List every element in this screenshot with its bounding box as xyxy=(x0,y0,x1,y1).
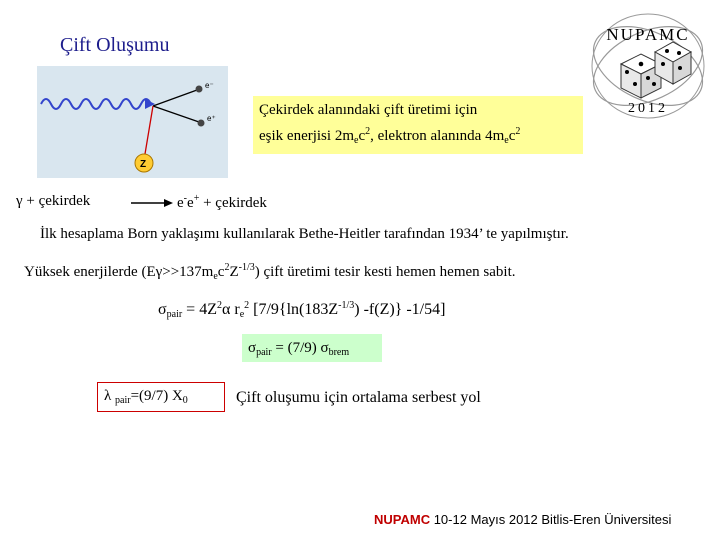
nucleus-link xyxy=(145,106,153,154)
footer-brand: NUPAMC xyxy=(374,512,431,527)
electron-track xyxy=(153,90,197,106)
callout-text: c xyxy=(358,128,366,144)
sigma-pair-formula xyxy=(158,300,445,320)
f-sub: pair xyxy=(166,309,183,320)
l-sub: pair xyxy=(115,395,131,406)
logo-svg xyxy=(583,6,713,126)
callout-text: c xyxy=(508,128,516,144)
reaction-left: γ + çekirdek xyxy=(16,193,91,209)
l-text: λ xyxy=(104,388,116,404)
electron-dot xyxy=(196,86,203,93)
callout-text: eşik enerjisi 2m xyxy=(259,128,354,144)
he-text: c xyxy=(217,264,225,280)
reaction-text: e xyxy=(177,195,184,211)
reaction-sup: + xyxy=(193,193,200,204)
reaction-sup: - xyxy=(183,193,188,204)
b-text: σ xyxy=(248,340,257,356)
l-text: =(9/7) X xyxy=(130,388,183,404)
b-sub: brem xyxy=(328,347,350,358)
he-text: Yüksek enerjilerde (Eγ>>137m xyxy=(24,264,214,280)
mean-free-path-text: Çift oluşumu için ortalama serbest yol xyxy=(236,389,481,406)
positron-label: e⁺ xyxy=(207,114,216,123)
he-sub: e xyxy=(213,271,218,282)
photon-wave xyxy=(41,99,151,109)
nucleus-label: Z xyxy=(140,159,147,170)
reaction-right xyxy=(177,193,267,212)
he-sup: -1/3 xyxy=(238,262,255,273)
callout-sub-e: e xyxy=(353,135,359,146)
f-text: [7/9{ln(183Z xyxy=(249,301,339,318)
footer-text: 10-12 Mayıs 2012 Bitlis-Eren Üniversitesi xyxy=(430,512,672,527)
reaction-text: e xyxy=(187,195,194,211)
b-text: = (7/9) σ xyxy=(271,340,329,356)
high-energy-text xyxy=(24,262,516,282)
callout-sup: 2 xyxy=(365,126,371,137)
reaction-arrow-icon xyxy=(131,197,173,209)
he-sup: 2 xyxy=(224,262,230,273)
logo-year: 2012 xyxy=(628,101,668,116)
logo-text: NUPAMC xyxy=(606,25,690,44)
lambda-formula-box xyxy=(97,382,225,412)
f-sup: -1/3 xyxy=(338,300,355,311)
footer xyxy=(374,512,671,527)
bethe-heitler-text: İlk hesaplama Born yaklaşımı kullanılarak Bethe-Heitler tarafından 1934’ te yapılmıştır. xyxy=(40,226,569,242)
f-text: ) -f(Z)} -1/54] xyxy=(354,301,446,318)
callout-line2 xyxy=(259,121,577,152)
threshold-callout xyxy=(253,96,583,154)
brem-formula-box xyxy=(242,334,382,362)
positron-dot xyxy=(198,120,205,127)
callout-sub-e: e xyxy=(504,135,509,146)
positron-track xyxy=(153,106,199,122)
diagram-svg xyxy=(37,66,228,178)
l-sub: 0 xyxy=(182,395,188,406)
f-text: = 4Z xyxy=(182,301,217,318)
he-text: Z xyxy=(229,264,239,280)
callout-line1: Çekirdek alanındaki çift üretimi için xyxy=(259,102,478,118)
b-sub: pair xyxy=(256,347,272,358)
nupamc-logo xyxy=(583,6,713,126)
callout-sup: 2 xyxy=(515,126,521,137)
callout-text: , elektron alanında 4m xyxy=(370,128,505,144)
reaction-text: + çekirdek xyxy=(199,195,267,211)
f-text: σ xyxy=(158,301,167,318)
page-title: Çift Oluşumu xyxy=(60,34,170,56)
f-text: α r xyxy=(221,301,240,318)
he-text: ) çift üretimi tesir kesti hemen hemen sabit. xyxy=(254,264,516,280)
f-sub: e xyxy=(239,309,245,320)
pair-production-diagram xyxy=(37,66,228,178)
f-sup: 2 xyxy=(244,300,250,311)
f-sup: 2 xyxy=(216,300,222,311)
electron-label: e⁻ xyxy=(205,81,214,90)
